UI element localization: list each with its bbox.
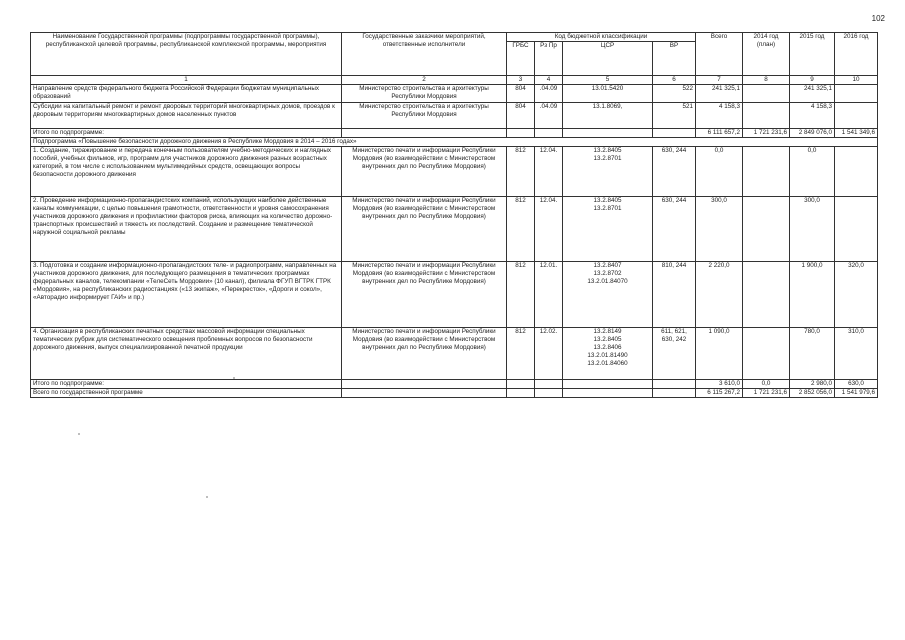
scan-speck — [233, 377, 235, 379]
row-2016 — [835, 103, 878, 129]
row-name: 3. Подготовка и создание информационно-пропагандистских теле- и радиопрограмм, направленных на участников дорожного движения, для последующего размещения в тематических программах федеральных каналов, телекомпании «ТелеСеть Мордовии» (10 канал), филиала ФГУП ВГТРК ГТРК «Мордовия», на республиканских радиостанциях («13 экипаж», «Перекресток», «Дороги и сокол», «Автоpадио информирует ГАИ» и пр.) — [31, 262, 342, 328]
row-total: 4 158,3 — [696, 103, 743, 129]
column-number: 7 — [696, 76, 743, 85]
row-2016 — [835, 147, 878, 197]
row-name: Направление средств федерального бюджета Российской Федерации бюджетам муниципальных образований — [31, 85, 342, 103]
column-number: 2 — [342, 76, 507, 85]
table-row — [31, 262, 878, 328]
header-2016: 2016 год — [835, 33, 878, 76]
row-vr: 522 — [653, 85, 696, 103]
row-grbs: 812 — [507, 262, 535, 328]
row-csr: 13.2.8149 13.2.8405 13.2.8406 13.2.01.81490 13.2.01.84060 — [563, 328, 653, 380]
subprogram-title: Подпрограмма «Повышение безопасности дорожного движения в Республике Мордовия в 2014 – 2016 годах» — [31, 138, 878, 147]
row-vr: 810, 244 — [653, 262, 696, 328]
header-2015: 2015 год — [790, 33, 835, 76]
row-customer: Министерство печати и информации Республики Мордовия (во взаимодействии с Министерством внутренних дел по Республике Мордовия) — [342, 147, 507, 197]
row-customer: Министерство печати и информации Республики Мордовия (во взаимодействии с Министерством внутренних дел по Республике Мордовия) — [342, 197, 507, 262]
header-customers: Государственные заказчики мероприятий, ответственные исполнители — [342, 33, 507, 76]
row-csr: 13.1.8069, — [563, 103, 653, 129]
subtotal-2014: 1 721 231,6 — [743, 129, 790, 138]
grand-total-2015: 2 852 056,0 — [790, 389, 835, 398]
empty-cell — [563, 380, 653, 389]
row-rzpr: .04.09 — [535, 85, 563, 103]
row-total: 241 325,1 — [696, 85, 743, 103]
header-2014: 2014 год (план) — [743, 33, 790, 76]
row-2016: 320,0 — [835, 262, 878, 328]
row-name: Субсидии на капитальный ремонт и ремонт дворовых территорий многоквартирных домов, проездов к дворовым территориям многоквартирных домов населенных пунктов — [31, 103, 342, 129]
empty-cell — [342, 380, 507, 389]
row-2015: 4 158,3 — [790, 103, 835, 129]
header-grbs: ГРБС — [507, 42, 535, 76]
subtotal-2016: 630,0 — [835, 380, 878, 389]
row-grbs: 812 — [507, 147, 535, 197]
subtotal-2015: 2 849 076,0 — [790, 129, 835, 138]
empty-cell — [535, 389, 563, 398]
subtotal-2015: 2 980,0 — [790, 380, 835, 389]
empty-cell — [342, 129, 507, 138]
table-row — [31, 147, 878, 197]
row-vr: 630, 244 — [653, 147, 696, 197]
row-name: 4. Организация в республиканских печатных средствах массовой информации специальных тематических рубрик для систематического освещения проблемных вопросов по безопасности дорожного движения, выпуск специализированной печатной продукции — [31, 328, 342, 380]
row-2015: 300,0 — [790, 197, 835, 262]
row-total: 0,0 — [696, 147, 743, 197]
row-2014 — [743, 197, 790, 262]
row-csr: 13.2.8407 13.2.8702 13.2.01.84070 — [563, 262, 653, 328]
empty-cell — [535, 380, 563, 389]
empty-cell — [507, 389, 535, 398]
header-vr: ВР — [653, 42, 696, 76]
row-grbs: 804 — [507, 85, 535, 103]
column-number: 8 — [743, 76, 790, 85]
column-number: 10 — [835, 76, 878, 85]
subtotal-label: Итого по подпрограмме: — [31, 129, 342, 138]
row-2014 — [743, 262, 790, 328]
row-2014 — [743, 328, 790, 380]
row-total: 2 220,0 — [696, 262, 743, 328]
column-number: 3 — [507, 76, 535, 85]
scan-speck — [206, 496, 208, 498]
header-code-group: Код бюджетной классификации — [507, 33, 696, 42]
budget-table — [30, 32, 878, 398]
column-number: 5 — [563, 76, 653, 85]
row-2014 — [743, 147, 790, 197]
subtotal-row — [31, 129, 878, 138]
row-vr: 630, 244 — [653, 197, 696, 262]
row-2016 — [835, 197, 878, 262]
header-csr: ЦСР — [563, 42, 653, 76]
grand-total-total: 6 115 267,2 — [696, 389, 743, 398]
row-customer: Министерство печати и информации Республики Мордовия (во взаимодействии с Министерством внутренних дел по Республике Мордовия) — [342, 328, 507, 380]
row-2016: 310,0 — [835, 328, 878, 380]
row-csr: 13.2.8405 13.2.8701 — [563, 197, 653, 262]
row-rzpr: 12.04. — [535, 197, 563, 262]
row-grbs: 812 — [507, 328, 535, 380]
empty-cell — [342, 389, 507, 398]
row-total: 1 090,0 — [696, 328, 743, 380]
grand-total-row — [31, 389, 878, 398]
row-2016 — [835, 85, 878, 103]
subtotal-row — [31, 380, 878, 389]
empty-cell — [535, 129, 563, 138]
row-rzpr: 12.02. — [535, 328, 563, 380]
table-row — [31, 197, 878, 262]
table-row — [31, 103, 878, 129]
empty-cell — [563, 129, 653, 138]
row-customer: Министерство строительства и архитектуры Республики Мордовия — [342, 85, 507, 103]
row-customer: Министерство строительства и архитектуры Республики Мордовия — [342, 103, 507, 129]
subtotal-total: 6 111 657,2 — [696, 129, 743, 138]
column-number: 4 — [535, 76, 563, 85]
empty-cell — [653, 389, 696, 398]
empty-cell — [507, 129, 535, 138]
row-rzpr: 12.04. — [535, 147, 563, 197]
header-total: Всего — [696, 33, 743, 76]
row-vr: 521 — [653, 103, 696, 129]
row-grbs: 812 — [507, 197, 535, 262]
subtotal-2014: 0,0 — [743, 380, 790, 389]
row-2015: 0,0 — [790, 147, 835, 197]
row-2015: 241 325,1 — [790, 85, 835, 103]
row-rzpr: 12.01. — [535, 262, 563, 328]
subtotal-total: 3 610,0 — [696, 380, 743, 389]
subtotal-2016: 1 541 349,6 — [835, 129, 878, 138]
subtotal-label: Итого по подпрограмме: — [31, 380, 342, 389]
row-vr: 611, 621, 630, 242 — [653, 328, 696, 380]
row-rzpr: .04.09 — [535, 103, 563, 129]
header-row — [31, 33, 878, 42]
header-name: Наименование Государственной программы (подпрограммы государственной программы), республиканской целевой программы, республиканской комплексной программы, мероприятия — [31, 33, 342, 76]
row-csr: 13.2.8405 13.2.8701 — [563, 147, 653, 197]
row-2015: 780,0 — [790, 328, 835, 380]
empty-cell — [507, 380, 535, 389]
subprogram-row — [31, 138, 878, 147]
row-csr: 13.01.5420 — [563, 85, 653, 103]
row-name: 1. Создание, тиражирование и передача конечным пользователям учебно-методических и наглядных пособий, учебных фильмов, игр, программ для участников дорожного движения разных возрастных категорий, в том числе с использованием мультимедийных средств, освещающих вопросы безопасности дорожного движения — [31, 147, 342, 197]
scan-speck — [78, 433, 80, 435]
row-2014 — [743, 103, 790, 129]
column-number: 6 — [653, 76, 696, 85]
row-2015: 1 900,0 — [790, 262, 835, 328]
column-number: 1 — [31, 76, 342, 85]
column-number-row — [31, 76, 878, 85]
empty-cell — [563, 389, 653, 398]
empty-cell — [653, 129, 696, 138]
header-rzpr: Рз Пр — [535, 42, 563, 76]
table-row — [31, 328, 878, 380]
grand-total-2014: 1 721 231,6 — [743, 389, 790, 398]
row-name: 2. Проведение информационно-пропагандистских компаний, использующих наиболее действенные каналы коммуникации, с целью повышения грамотности, ответственности и уровня самосохранения участников дорожного движения и профилактики факторов риска, влияющих на количество дорожно-транспортных происшествий и тяжесть их последствий. Создание и размещение тематической наружной социальной рекламы — [31, 197, 342, 262]
row-grbs: 804 — [507, 103, 535, 129]
grand-total-2016: 1 541 979,6 — [835, 389, 878, 398]
column-number: 9 — [790, 76, 835, 85]
page-number: 102 — [871, 14, 885, 23]
row-customer: Министерство печати и информации Республики Мордовия (во взаимодействии с Министерством внутренних дел по Республике Мордовия) — [342, 262, 507, 328]
row-2014 — [743, 85, 790, 103]
table-row — [31, 85, 878, 103]
row-total: 300,0 — [696, 197, 743, 262]
empty-cell — [653, 380, 696, 389]
grand-total-label: Всего по государственной программе — [31, 389, 342, 398]
